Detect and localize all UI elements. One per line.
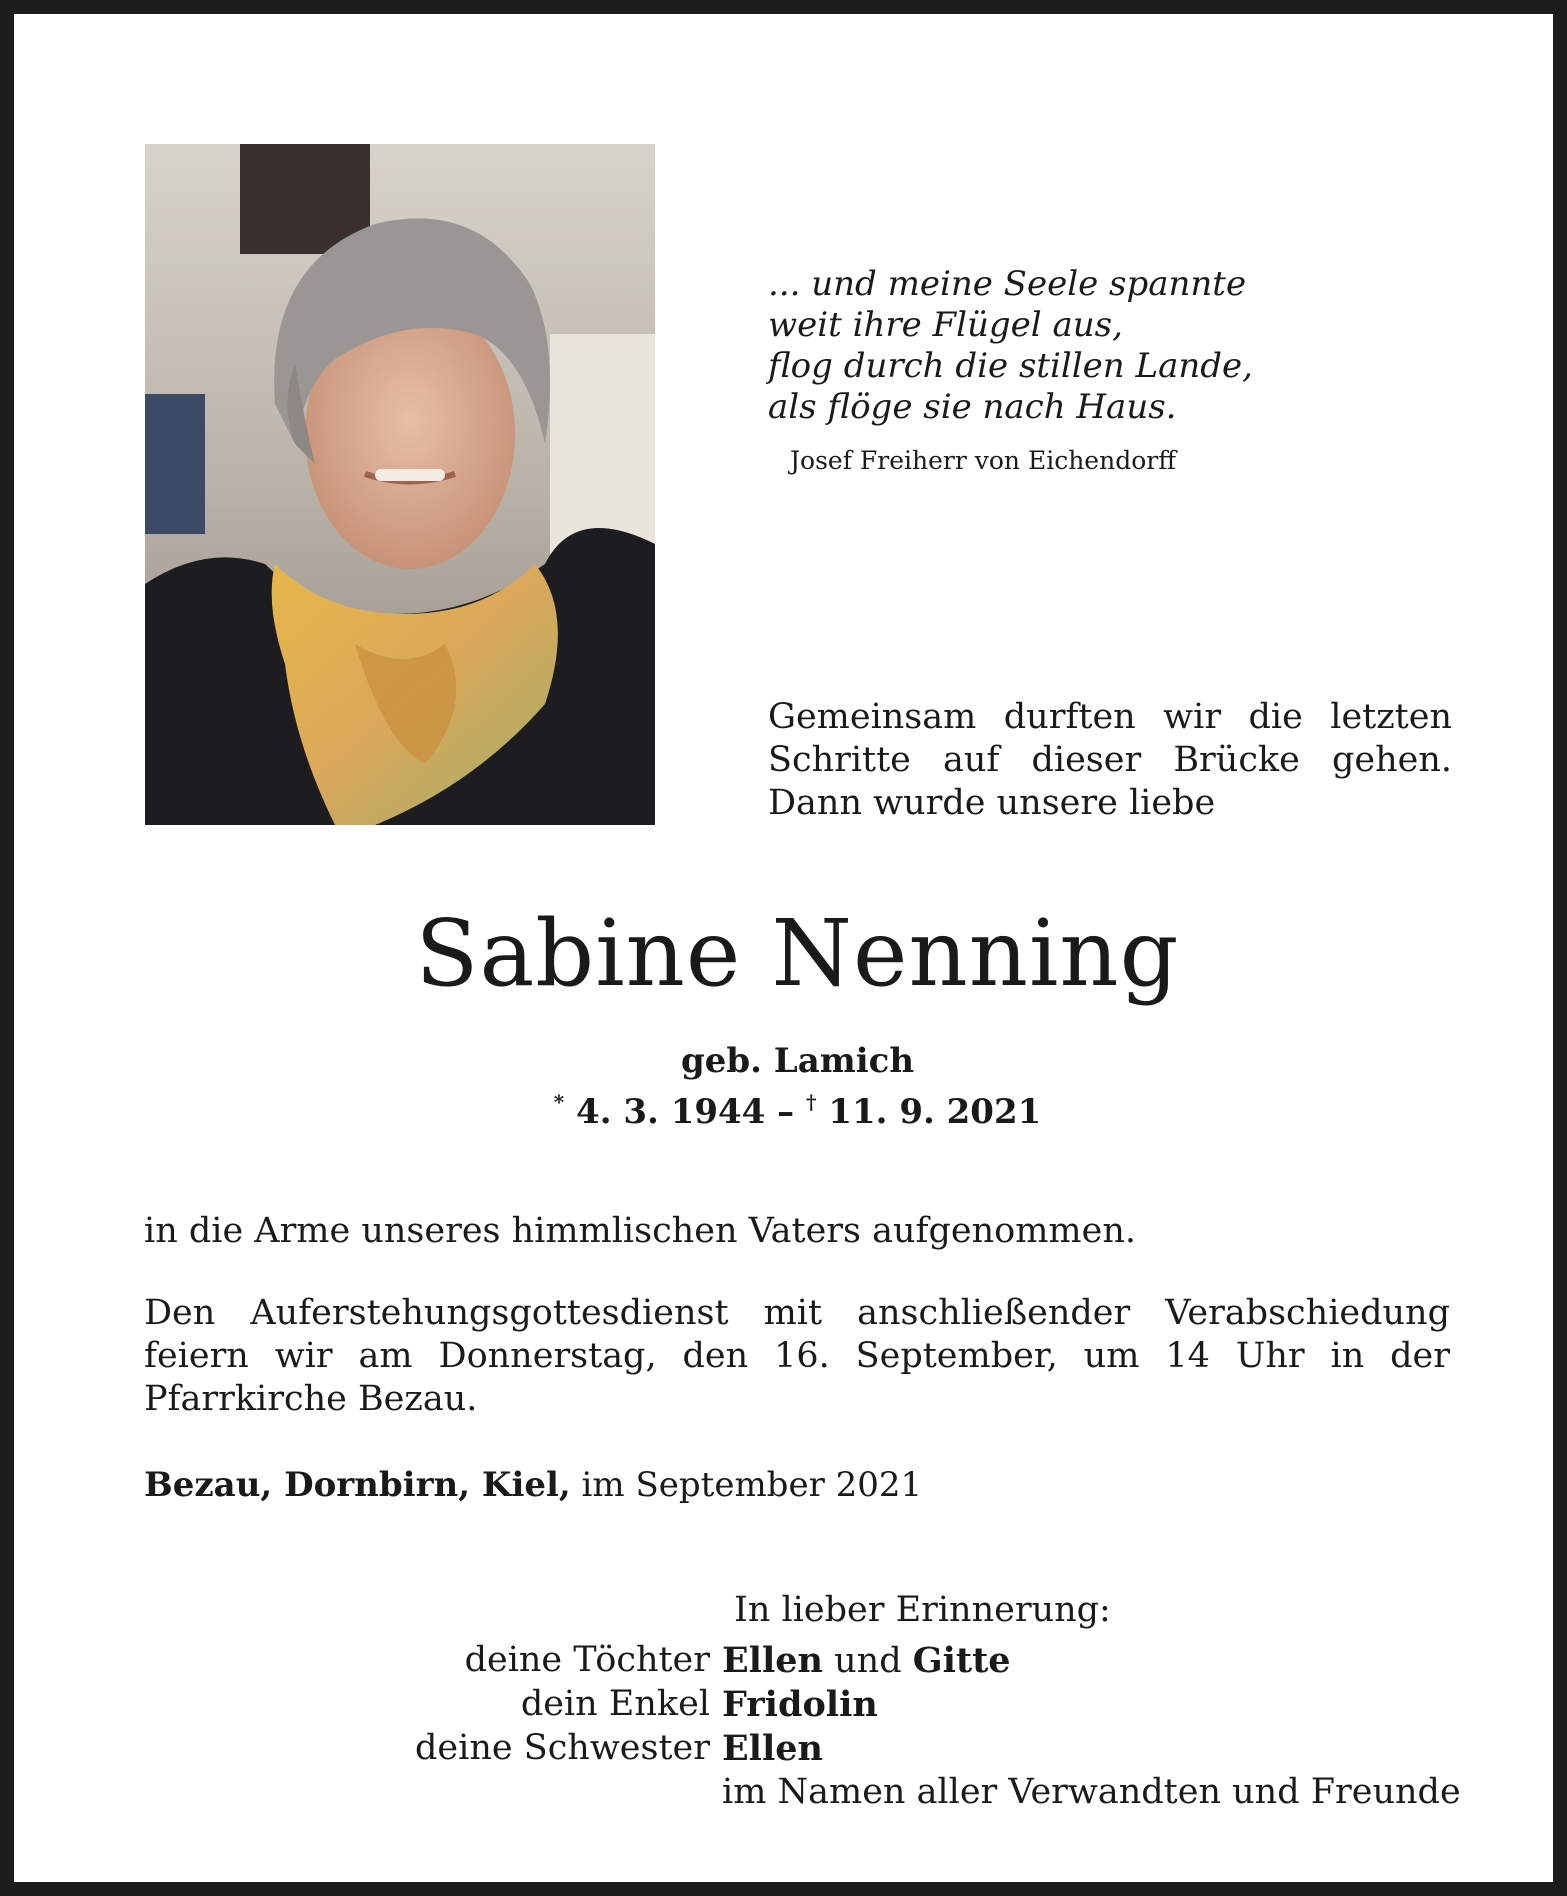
maiden-name: geb. Lamich: [680, 1041, 915, 1081]
family-list: [144, 1639, 1461, 1814]
family-names: [722, 1639, 1011, 1683]
poem-line: weit ihre Flügel aus,: [768, 305, 1123, 345]
poem-quote: [768, 264, 1253, 428]
poem-line: ... und meine Seele spannte: [768, 264, 1247, 304]
poem-author: Josef Freiherr von Eichendorff: [790, 446, 1176, 475]
family-relation: deine Schwester: [415, 1728, 710, 1768]
paragraph-passing: in die Arme unseres himmlischen Vaters aufgenommen.: [144, 1211, 1136, 1251]
death-date: 11. 9. 2021: [828, 1092, 1042, 1132]
place-locations: Bezau, Dornbirn, Kiel,: [144, 1465, 571, 1505]
family-row: [144, 1727, 1461, 1771]
death-symbol: †: [806, 1090, 817, 1114]
family-name: Ellen: [722, 1640, 823, 1681]
place-date: im September 2021: [570, 1465, 923, 1505]
life-dates: [14, 1082, 1567, 1132]
poem-line: flog durch die stillen Lande,: [768, 346, 1253, 386]
family-names: [722, 1683, 878, 1727]
intro-text: Gemeinsam durften wir die letzten Schritte auf dieser Brücke gehen. Dann wurde unsere liebe: [768, 697, 1452, 823]
poem-line: als flöge sie nach Haus.: [768, 387, 1177, 427]
deceased-name: Sabine Nenning: [415, 900, 1180, 1007]
family-relation: deine Töchter: [464, 1640, 710, 1680]
paragraph-service: Den Auferstehungsgottesdienst mit anschließender Verabschiedung feiern wir am Donnerstag, den 16. September, um 14 Uhr in der Pfarrkirche Bezau.: [144, 1293, 1450, 1419]
birth-symbol: *: [553, 1090, 565, 1114]
family-name: Fridolin: [722, 1684, 878, 1725]
memory-heading: In lieber Erinnerung:: [734, 1590, 1111, 1630]
portrait-photo: [145, 144, 655, 825]
birth-date: 4. 3. 1944: [576, 1092, 766, 1132]
family-names: [722, 1727, 823, 1771]
family-name: Gitte: [912, 1640, 1011, 1681]
family-row: [144, 1683, 1461, 1727]
place-date-line: [144, 1464, 922, 1506]
family-relation-empty: [144, 1771, 722, 1814]
family-name: Ellen: [722, 1728, 823, 1769]
closing-line: im Namen aller Verwandten und Freunde: [722, 1772, 1461, 1812]
family-connector: und: [822, 1641, 913, 1681]
family-row: [144, 1639, 1461, 1683]
family-row: [144, 1771, 1461, 1814]
portrait-illustration: [145, 144, 655, 825]
date-separator: –: [765, 1092, 807, 1132]
family-relation: dein Enkel: [520, 1684, 710, 1724]
